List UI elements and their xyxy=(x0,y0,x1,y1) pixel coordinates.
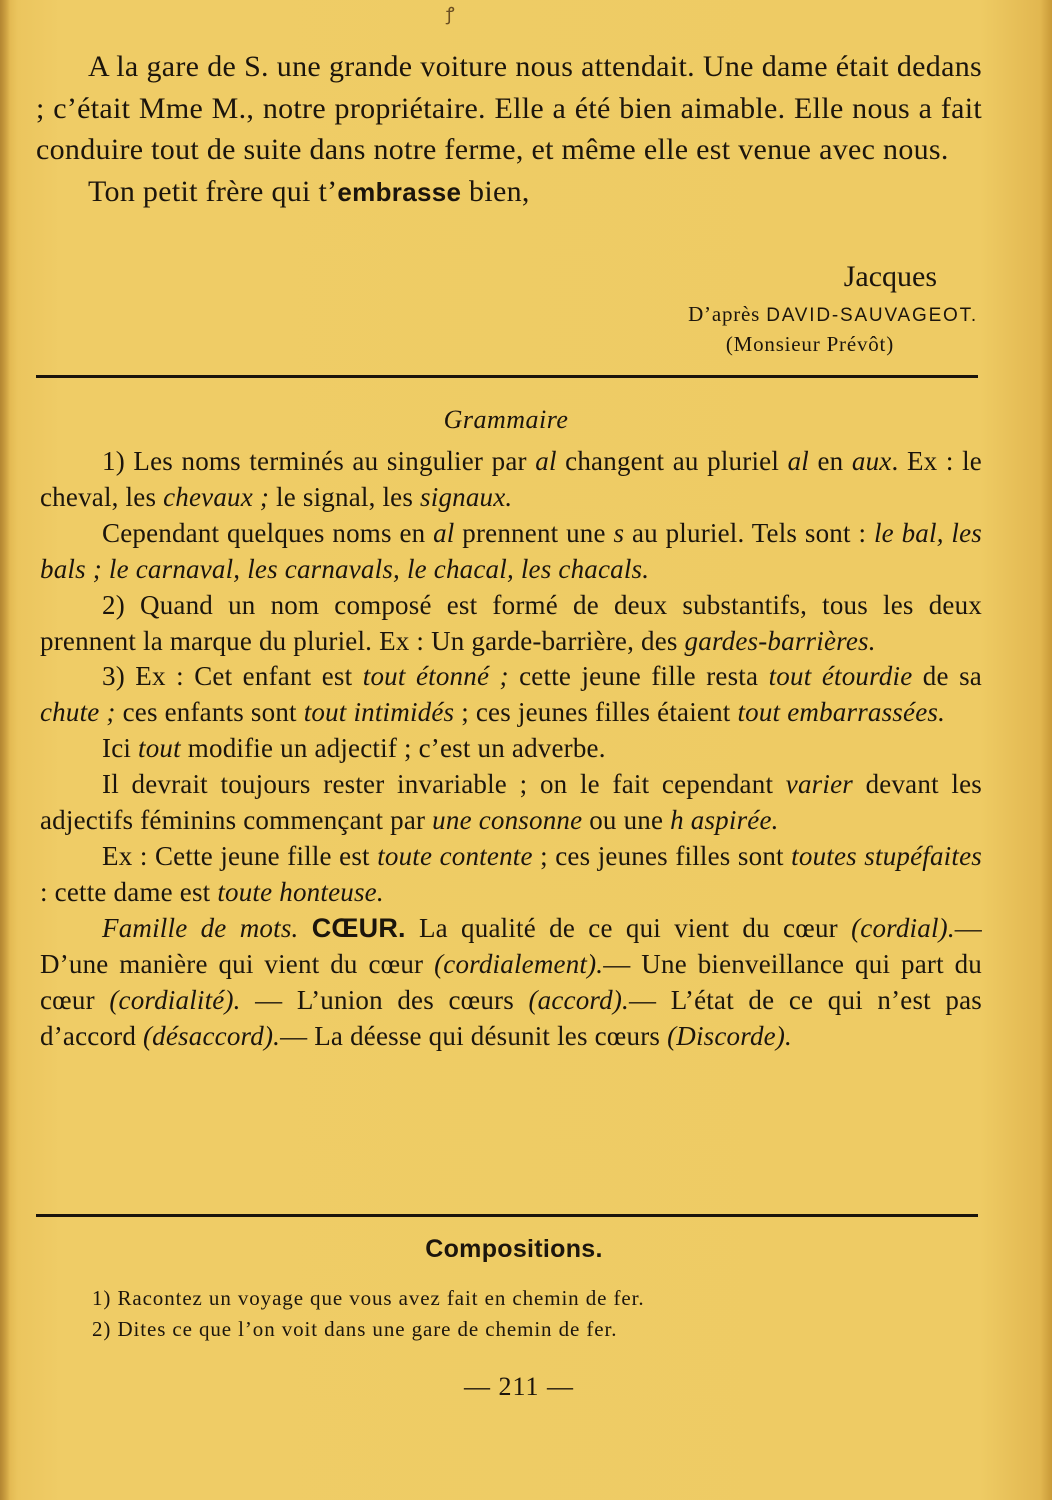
author-credit: D’après DAVID-SAUVAGEOT. xyxy=(688,302,978,326)
letter-text xyxy=(36,46,982,213)
compositions-heading: Compositions. xyxy=(425,1235,603,1263)
grammar-rule-3: 3) Ex : Cet enfant est tout étonné ; cette jeune fille resta tout étourdie de sa chute ; ces enfants sont tout intimidés ; ces jeunes filles étaient tout embarrassées. xyxy=(40,661,982,728)
grammar-rule-3-example: Ex : Cette jeune fille est toute contente ; ces jeunes filles sont toutes stupéfaites : cette dame est toute honteuse. xyxy=(40,840,982,907)
grammar-text xyxy=(40,444,982,1054)
grammar-rule-3-variation: Il devrait toujours rester invariable ; on le fait cependant varier devant les adjectifs féminins commençant par une consonne ou une h aspirée. xyxy=(40,769,982,836)
source-title: (Monsieur Prévôt) xyxy=(725,332,894,356)
binding-shadow xyxy=(0,0,10,1500)
grammar-rule-1-exceptions: Cependant quelques noms en al prennent une s au pluriel. Tels sont : le bal, les bals ; le carnaval, les carnavals, le chacal, les chacals. xyxy=(40,517,983,584)
grammar-rule-1: 1) Les noms terminés au singulier par al changent au pluriel al en aux. Ex : le cheval, les chevaux ; le signal, les signaux. xyxy=(40,446,982,512)
letter-closing: Ton petit frère qui t’embrasse bien, xyxy=(88,174,530,208)
compositions-list xyxy=(92,1283,645,1345)
composition-item: 1) Racontez un voyage que vous avez fait en chemin de fer. xyxy=(92,1286,645,1310)
section-divider-2 xyxy=(36,1214,978,1217)
grammar-rule-3-note: Ici tout modifie un adjectif ; c’est un adverbe. xyxy=(102,733,606,764)
signature: Jacques xyxy=(843,260,937,293)
section-divider xyxy=(36,375,978,378)
letter-paragraph-1: A la gare de S. une grande voiture nous attendait. Une dame était dedans ; c’était Mme M., notre propriétaire. Elle a été bien aimable. Elle nous a fait conduire tout de suite dans notre ferme, et même elle est venue avec nous. xyxy=(36,50,982,166)
grammar-rule-2: 2) Quand un nom composé est formé de deux substantifs, tous les deux prennent la marque du pluriel. Ex : Un garde-barrière, des gardes-barrières. xyxy=(40,589,982,656)
word-family: Famille de mots. CŒUR. La qualité de ce qui vient du cœur (cordial).— D’une manière qui vient du cœur (cordialement).— Une bienveillance qui part du cœur (cordialité). — L’union des cœurs (accord).— L’état de ce qui n’est pas d’accord (désaccord).— La déesse qui désunit les cœurs (Discorde). xyxy=(40,912,982,1051)
page-number: — 211 — xyxy=(463,1372,575,1401)
grammar-heading: Grammaire xyxy=(443,405,569,434)
composition-item: 2) Dites ce que l’on voit dans une gare de chemin de fer. xyxy=(92,1317,618,1341)
ink-mark: ꝭ xyxy=(446,4,455,24)
